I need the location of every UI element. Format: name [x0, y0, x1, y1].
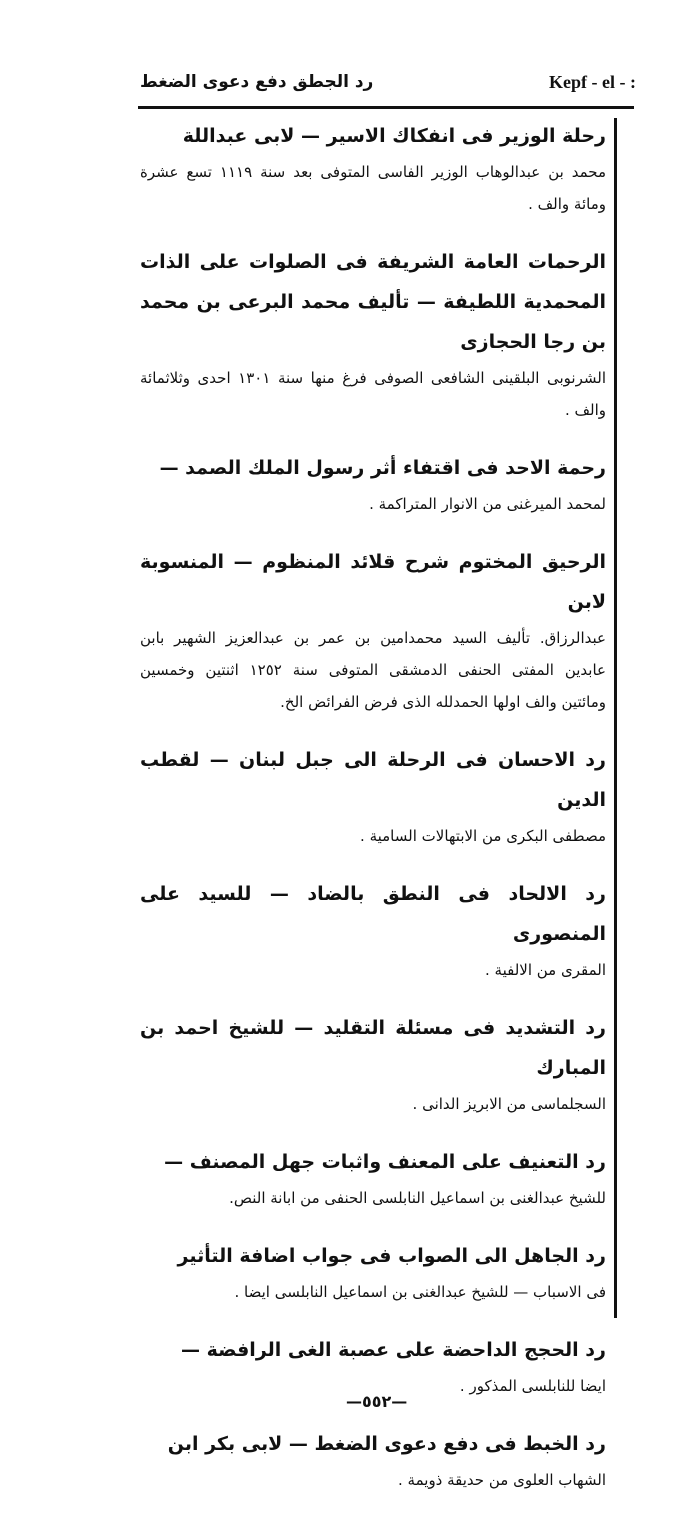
running-title: رد الجطق دفع دعوى الضغط [140, 72, 374, 92]
entry-body: ايضا للنابلسى المذكور . [459, 1377, 606, 1395]
entry-body: فى الاسباب — للشيخ عبدالغنى بن اسماعيل النابلسى ايضا . [234, 1283, 606, 1301]
entry [140, 740, 606, 852]
running-header [140, 68, 636, 108]
header-rule [138, 106, 634, 109]
entry [140, 1008, 606, 1120]
entry-title: رد التشديد فى مسئلة التقليد — للشيخ احمد بن المبارك [140, 1017, 606, 1079]
entry-title: رحمة الاحد فى اقتفاء أثر رسول الملك الصمد — [159, 457, 606, 479]
entry [140, 874, 606, 986]
entry-title: رد الجاهل الى الصواب فى جواب اضافة التأثير [177, 1245, 606, 1267]
entry-body: لمحمد الميرغنى من الانوار المتراكمة . [369, 495, 606, 513]
entry-list [140, 116, 606, 1518]
entry [140, 1142, 606, 1214]
entry-title: رد الاحسان فى الرحلة الى جبل لبنان — لقطب الدين [140, 749, 606, 811]
entry-title: الرحيق المختوم شرح قلائد المنظوم — المنسوبة لابن [140, 551, 606, 613]
margin-rule [614, 118, 617, 1318]
entry-title: رد الخبط فى دفع دعوى الضغط — لابى بكر ابن [167, 1433, 606, 1455]
entry [140, 542, 606, 718]
entry-title: رد الالحاد فى النطق بالضاد — للسيد على المنصورى [140, 883, 606, 945]
entry-title: الرحمات العامة الشريفة فى الصلوات على الذات المحمدية اللطيفة — تأليف محمد البرعى بن محمد بن رجا الحجازى [140, 251, 606, 353]
entry-body: الشهاب العلوى من حديقة ذويمة . [398, 1471, 606, 1489]
page-number: —٥٥٢— [346, 1392, 408, 1411]
entry [140, 242, 606, 426]
entry [140, 1424, 606, 1496]
entry-title: رحلة الوزير فى انفكاك الاسير — لابى عبداللة [182, 125, 606, 147]
entry-body: المقرى من الالفية . [485, 961, 606, 979]
entry [140, 448, 606, 520]
entry-body: مصطفى البكرى من الابتهالات السامية . [360, 827, 606, 845]
entry-body: للشيخ عبدالغنى بن اسماعيل النابلسى الحنفى من ابانة النص. [229, 1189, 606, 1207]
entry-title: رد الحجج الداحضة على عصبة الغى الرافضة — [181, 1339, 606, 1361]
entry-body: محمد بن عبدالوهاب الوزير الفاسى المتوفى بعد سنة ١١١٩ تسع عشرة ومائة والف . [140, 163, 606, 213]
entry-title: رد التعنيف على المعنف واثبات جهل المصنف — [164, 1151, 606, 1173]
entry-body: الشرنوبى البلقينى الشافعى الصوفى فرغ منها سنة ١٣٠١ احدى وثلاثمائة والف . [140, 369, 607, 419]
entry [140, 116, 606, 220]
entry [140, 1236, 606, 1308]
entry-body: السجلماسى من الابريز الدانى . [412, 1095, 606, 1113]
entry-body: عبدالرزاق. تأليف السيد محمدامين بن عمر بن عبدالعزيز الشهير بابن عابدين المفتى الحنفى الدمشقى المتوفى سنة ١٢٥٢ اثنتين وخمسين ومائتين والف اولها الحمدلله الذى فرض الفرائض الخ. [140, 629, 606, 711]
running-title-latin: Kepf - el - : [549, 72, 636, 92]
